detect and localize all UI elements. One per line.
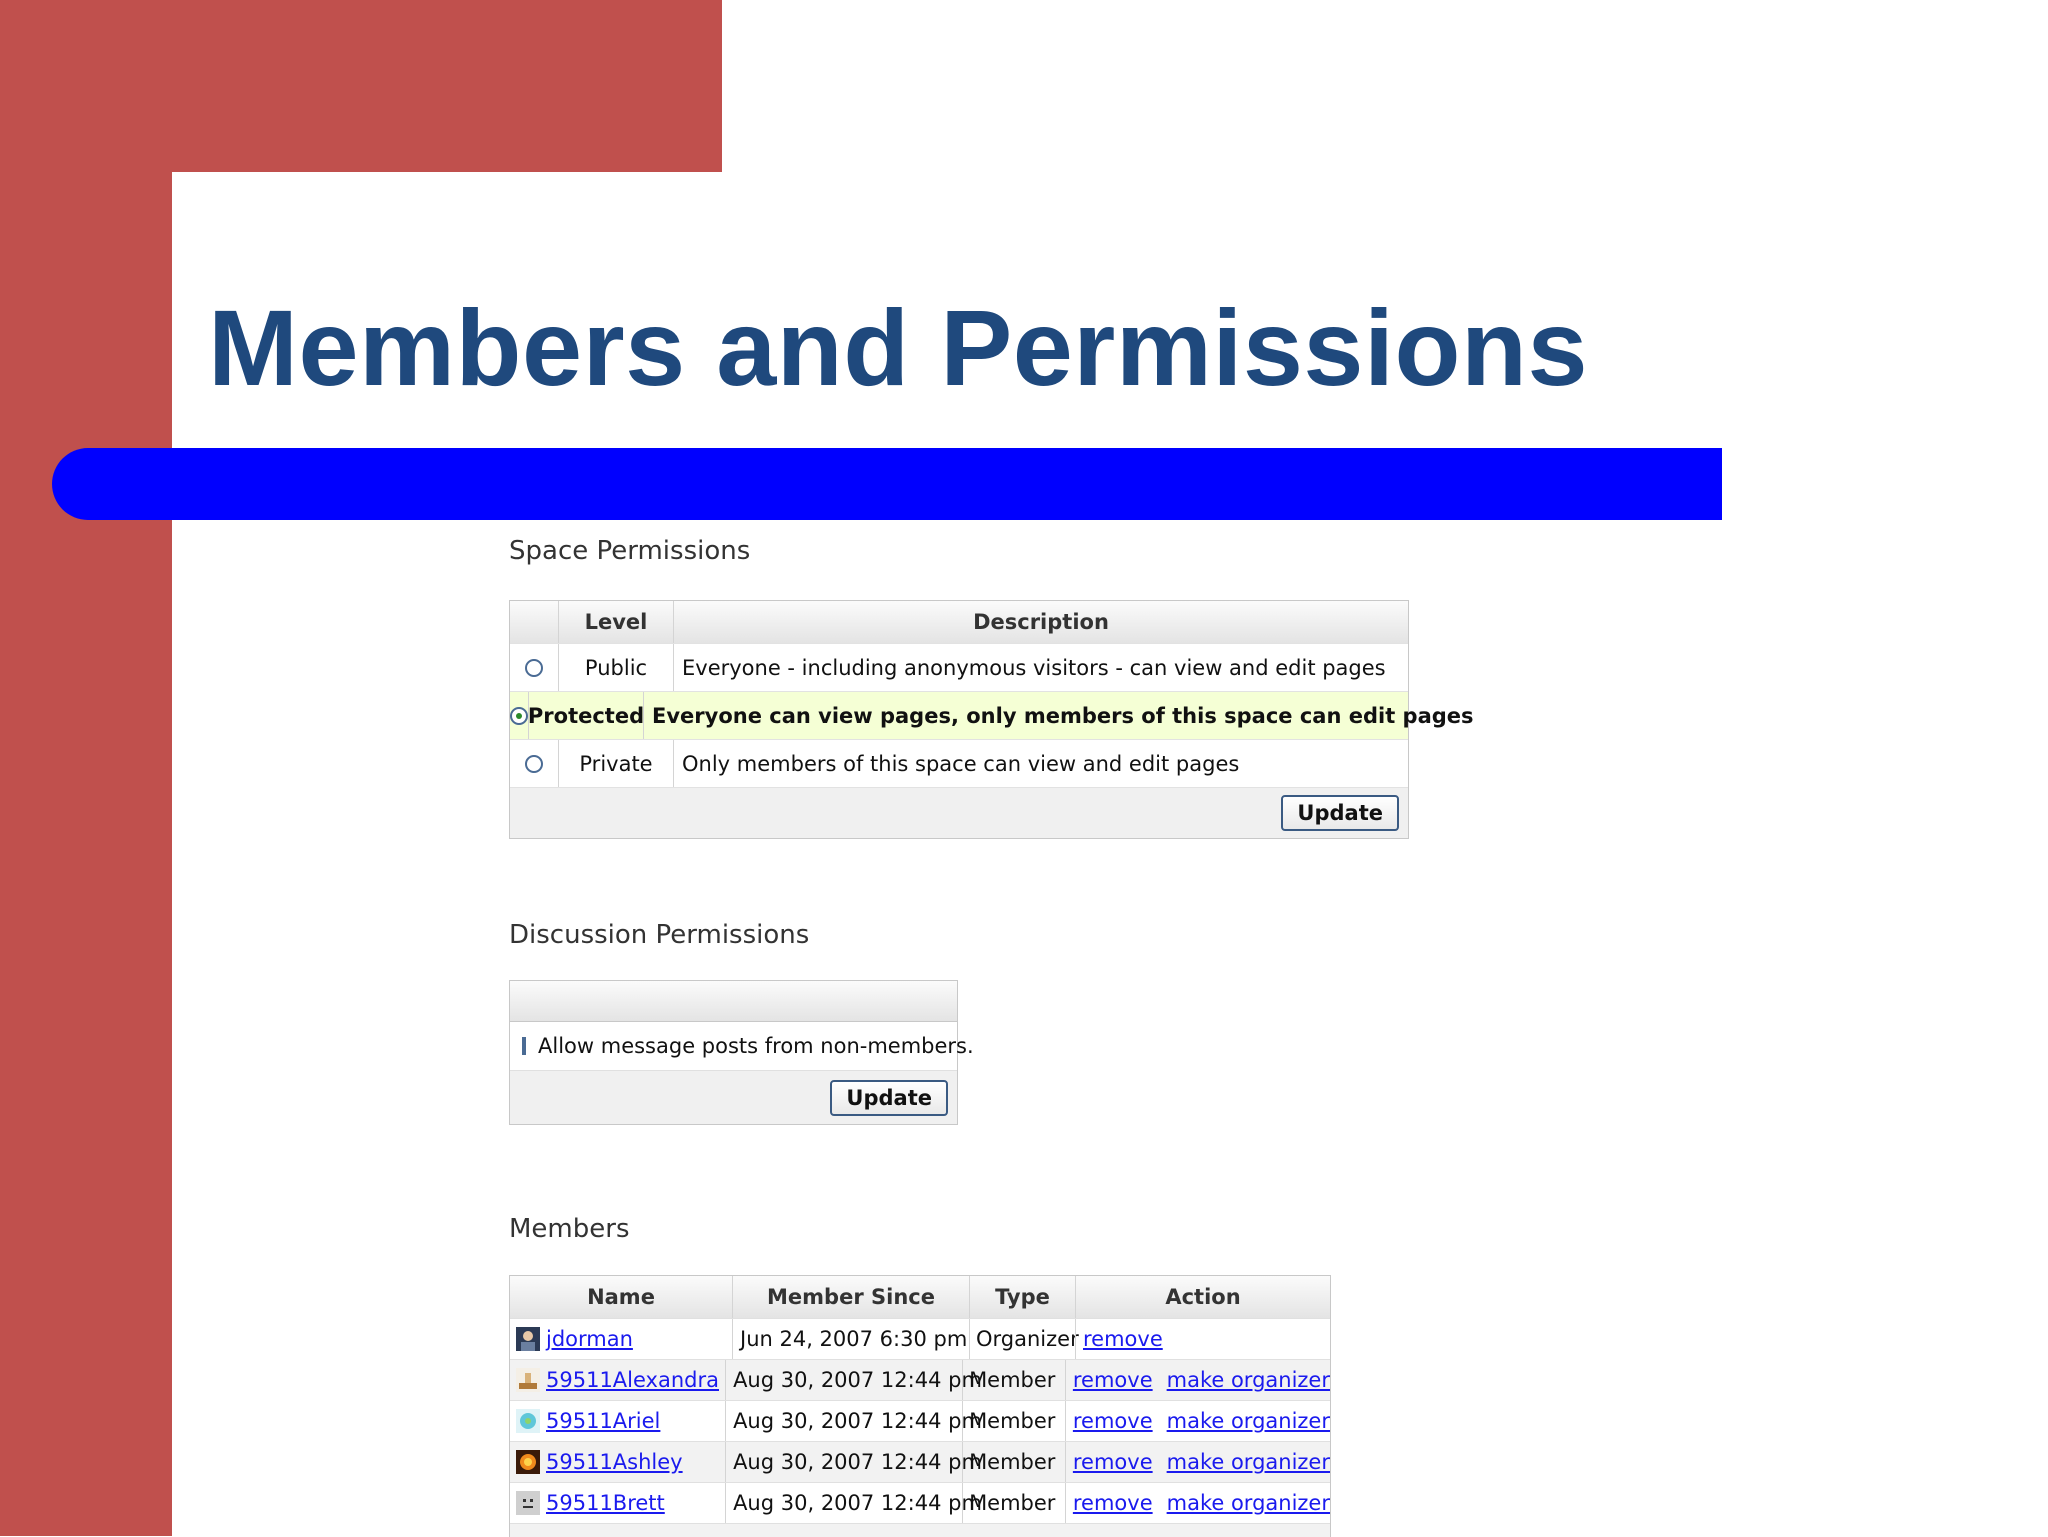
discussion-permissions-title: Discussion Permissions: [509, 920, 810, 950]
member-name-link[interactable]: 59511Brett: [546, 1491, 665, 1515]
permission-level: Public: [558, 644, 673, 691]
radio-protected[interactable]: [510, 707, 528, 725]
title-underline-bar: [52, 448, 1722, 520]
make-organizer-link[interactable]: make organizer: [1166, 1450, 1330, 1474]
member-since: Aug 30, 2007 12:44 pm: [725, 1442, 962, 1482]
space-permissions-table: [509, 600, 1474, 839]
user-avatar-icon: [516, 1327, 540, 1351]
member-type: Member: [962, 1360, 1065, 1400]
user-avatar-icon: [516, 1409, 540, 1433]
allow-nonmember-posts-label: Allow message posts from non-members.: [538, 1034, 974, 1058]
permission-level: Protected: [528, 692, 643, 739]
member-name-link[interactable]: jdorman: [546, 1327, 633, 1351]
discussion-permissions-header: [510, 981, 957, 1022]
member-since: Jun 24, 2007 6:30 pm: [732, 1319, 969, 1359]
table-row: [510, 1442, 1330, 1483]
space-permissions-update-button[interactable]: Update: [1281, 795, 1399, 831]
member-type: Organizer: [969, 1319, 1075, 1359]
member-type: Member: [962, 1483, 1065, 1523]
permission-description: Only members of this space can view and edit pages: [673, 740, 1408, 787]
radio-public[interactable]: [525, 659, 543, 677]
member-type: Member: [962, 1401, 1065, 1441]
permission-description: Everyone - including anonymous visitors - can view and edit pages: [673, 644, 1408, 691]
slide-accent-side: [0, 0, 172, 1536]
permission-row-public[interactable]: [510, 644, 1408, 692]
member-since: Aug 30, 2007 12:44 pm: [725, 1360, 962, 1400]
table-row: [510, 1401, 1330, 1442]
remove-member-link[interactable]: remove: [1083, 1327, 1163, 1351]
column-header-type[interactable]: Type: [969, 1276, 1075, 1318]
member-since: Aug 30, 2007 12:44 pm: [725, 1483, 962, 1523]
column-header-member-since[interactable]: Member Since: [732, 1276, 969, 1318]
members-header: [510, 1276, 1330, 1319]
permission-level: Private: [558, 740, 673, 787]
user-avatar-icon: [516, 1450, 540, 1474]
user-avatar-icon: [516, 1491, 540, 1515]
member-name-link[interactable]: 59511Ashley: [546, 1450, 683, 1474]
member-name-link[interactable]: 59511Ariel: [546, 1409, 661, 1433]
user-avatar-icon: [516, 1368, 540, 1392]
member-name-link[interactable]: 59511Alexandra: [546, 1368, 719, 1392]
table-row: [510, 1360, 1330, 1401]
remove-member-link[interactable]: remove: [1072, 1450, 1153, 1474]
make-organizer-link[interactable]: make organizer: [1166, 1368, 1330, 1392]
permission-row-private[interactable]: [510, 740, 1408, 788]
remove-member-link[interactable]: remove: [1072, 1491, 1153, 1515]
member-type: Member: [962, 1442, 1065, 1482]
members-table: [509, 1275, 1331, 1537]
column-header-name[interactable]: Name: [587, 1285, 655, 1309]
make-organizer-link[interactable]: make organizer: [1166, 1491, 1330, 1515]
discussion-option-row[interactable]: [510, 1022, 974, 1071]
table-row: [510, 1319, 1330, 1360]
member-since: Aug 30, 2007 12:44 pm: [725, 1401, 962, 1441]
space-permissions-title: Space Permissions: [509, 536, 751, 566]
permission-description: Everyone can view pages, only members of this space can edit pages: [643, 692, 1474, 739]
remove-member-link[interactable]: remove: [1072, 1409, 1153, 1433]
discussion-permissions-update-button[interactable]: Update: [830, 1080, 948, 1116]
allow-nonmember-posts-checkbox[interactable]: [522, 1037, 526, 1055]
column-header-description: Description: [673, 601, 1408, 643]
discussion-permissions-panel: [509, 980, 974, 1125]
remove-member-link[interactable]: remove: [1072, 1368, 1153, 1392]
make-organizer-link[interactable]: make organizer: [1166, 1409, 1330, 1433]
space-permissions-header: [510, 601, 1408, 644]
table-row: [510, 1483, 1330, 1524]
column-header-level: Level: [558, 601, 673, 643]
radio-private[interactable]: [525, 755, 543, 773]
members-title: Members: [509, 1214, 630, 1244]
slide-title: Members and Permissions: [208, 287, 1589, 408]
column-header-action: Action: [1075, 1276, 1330, 1318]
discussion-permissions-footer: [510, 1071, 957, 1124]
space-permissions-footer: [510, 788, 1408, 838]
table-row-partial: [510, 1524, 1330, 1537]
permission-row-protected[interactable]: [510, 692, 1474, 740]
